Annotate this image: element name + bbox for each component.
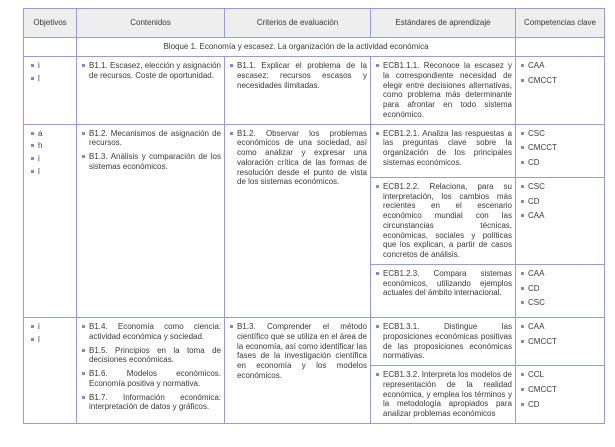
estandar-item [375,269,512,298]
bullet-icon [521,64,524,67]
bullet-icon [82,132,85,135]
objetivos-item [30,335,73,345]
criterios-item [229,129,367,188]
criterios-cell [225,57,371,125]
estandar-cell [371,264,516,317]
objetivos-item [30,129,73,139]
competencias-item [520,76,601,86]
objetivos-item [30,61,73,71]
block-title: Bloque 1. Economía y escasez. La organización de la actividad económica [77,38,516,57]
competencias-text: CMCCT [528,336,557,346]
objetivos-text: l [38,334,40,344]
criterios-text: B1.3. Comprender el método científico que se utiliza en el área de la economía, así como identificar las fases de la investigación científica en economía y los modelos económicos. [237,322,367,380]
bullet-icon [521,325,524,328]
competencias-text: CAA [528,322,545,331]
objetivos-cell [24,318,77,424]
estandar-text: ECB1.2.2. Relaciona, para su interpretación, los cambios más recientes en el escenario económico mundial con las circunstancias técnicas, económicas, sociales y políticas que los explican, a partir de casos concretos de análisis. [383,181,512,259]
bullet-icon [376,272,379,275]
competencias-item [520,322,601,332]
bullet-icon [31,64,34,67]
competencias-item [520,182,601,192]
column-header-competencias: Competencias clave [516,9,605,38]
block-row-empty-left [24,38,77,57]
criterios-item [229,61,367,90]
contenidos-cell [77,318,225,424]
contenidos-item [81,369,221,389]
contenidos-text: B1.6. Modelos económicos. Economía positiva y normativa. [89,369,221,388]
competencias-text: CCL [528,370,545,379]
bullet-icon [82,64,85,67]
competencias-item [520,400,601,410]
document-page [0,8,615,447]
column-header-objetivos: Objetivos [24,9,77,38]
competencias-item [520,61,601,71]
bullet-icon [31,338,34,341]
contenidos-text: B1.5. Principios en la toma de decisiones económicas. [89,345,221,365]
contenidos-item [81,346,221,366]
competencias-item [520,269,601,279]
competencias-text: CSC [528,298,545,308]
estandar-text: ECB1.3.2. Interpreta los modelos de representación de la realidad económica, y emplea los términos y la metodología apropiados para analizar problemas económicos [383,370,512,418]
objetivos-item [30,322,73,332]
competencias-text: CD [528,283,540,293]
contenidos-cell [77,57,225,125]
estandar-item [375,182,512,260]
bullet-icon [31,170,34,173]
bullet-icon [82,155,85,158]
criterios-cell [225,318,371,424]
objetivos-cell [24,57,77,125]
contenidos-text: B1.1. Escasez, elección y asignación de recursos. Coste de oportunidad. [89,61,221,80]
contenidos-item [81,61,221,81]
bullet-icon [82,396,85,399]
competencias-text: CSC [528,128,545,138]
estandar-cell [371,57,516,125]
contenidos-cell [77,124,225,318]
competencias-text: CAA [528,211,545,221]
estandar-item [375,370,512,419]
table-row-2 [24,124,605,177]
competencias-text: CMCCT [528,384,557,394]
bullet-icon [82,372,85,375]
objetivos-item [30,167,73,177]
column-header-criterios: Criterios de evaluación [225,9,371,38]
estandar-cell [371,124,516,177]
contenidos-item [81,129,221,149]
estandar-text: ECB1.2.1. Analiza las respuestas a las preguntas clave sobre la organización de los principales sistemas económicos. [383,128,512,167]
contenidos-text: B1.4. Economía como ciencia: actividad económica y sociedad. [89,322,221,341]
estandar-text: ECB1.3.1. Distingue las proposiciones económicas positivas de las proposiciones económicas normativas. [383,322,512,361]
competencias-item [520,298,601,308]
criterios-cell [225,124,371,318]
bullet-icon [376,64,379,67]
bullet-icon [82,349,85,352]
contenidos-text: B1.3. Análisis y comparación de los sistemas económicos. [89,152,221,171]
objetivos-item [30,154,73,164]
competencias-cell [516,366,605,424]
competencias-cell [516,318,605,366]
bullet-icon [521,214,524,217]
competencias-text: CAA [528,61,545,70]
curriculum-table [23,8,605,424]
column-header-estandares: Estándares de aprendizaje [371,9,516,38]
bullet-icon [31,157,34,160]
bullet-icon [230,64,233,67]
table-row-1 [24,57,605,125]
competencias-item [520,337,601,347]
competencias-item [520,370,601,380]
estandar-item [375,129,512,168]
competencias-text: CAA [528,268,545,278]
competencias-text: CD [528,158,540,167]
competencias-item [520,211,601,221]
estandar-item [375,322,512,361]
criterios-text: B1.2. Observar los problemas económicos de una sociedad, así como analizar y expresar una valoración crítica de las formas de resolución desde el punto de vista de los sistemas económicos. [237,128,367,187]
objetivos-text: l [38,166,40,176]
competencias-item [520,143,601,153]
estandar-text: ECB1.1.1. Reconoce la escasez y la correspondiente necesidad de elegir entre decisiones alternativas, como problema más determinante para afrontar en todo sistema económico. [383,61,512,119]
competencias-cell [516,177,605,264]
competencias-item [520,385,601,395]
objetivos-text: i [38,61,40,70]
block-row-empty-right [516,38,605,57]
bullet-icon [521,200,524,203]
bullet-icon [376,132,379,135]
bullet-icon [31,132,34,135]
competencias-cell [516,57,605,125]
objetivos-cell [24,124,77,318]
competencias-text: CMCCT [528,75,557,85]
table-row-3 [24,318,605,366]
bullet-icon [521,340,524,343]
competencias-text: CD [528,196,540,206]
bullet-icon [521,185,524,188]
bullet-icon [521,146,524,149]
bullet-icon [521,287,524,290]
bullet-icon [521,79,524,82]
objetivos-item [30,74,73,84]
contenidos-item [81,393,221,413]
objetivos-text: i [38,154,40,163]
column-header-contenidos: Contenidos [77,9,225,38]
competencias-item [520,197,601,207]
bullet-icon [31,144,34,147]
criterios-item [229,322,367,381]
criterios-text: B1.1. Explicar el problema de la escasez: recursos escasos y necesidades ilimitadas. [237,61,367,90]
bullet-icon [521,403,524,406]
contenidos-text: B1.7. Información económica: interpretación de datos y gráficos. [89,392,221,412]
competencias-item [520,129,601,139]
estandar-cell [371,318,516,366]
bullet-icon [376,325,379,328]
bullet-icon [31,325,34,328]
bullet-icon [376,373,379,376]
objetivos-text: a [38,128,43,138]
competencias-text: CSC [528,181,545,191]
bullet-icon [230,325,233,328]
competencias-item [520,284,601,294]
bullet-icon [521,301,524,304]
competencias-text: CD [528,399,540,409]
bullet-icon [521,132,524,135]
competencias-item [520,158,601,168]
competencias-cell [516,124,605,177]
objetivos-text: i [38,322,40,331]
estandar-cell [371,177,516,264]
bullet-icon [376,185,379,188]
block-title-row [24,38,605,57]
contenidos-item [81,152,221,172]
objetivos-text: h [38,141,43,151]
objetivos-item [30,141,73,151]
estandar-item [375,61,512,120]
bullet-icon [521,161,524,164]
objetivos-text: l [38,73,40,83]
bullet-icon [230,132,233,135]
contenidos-text: B1.2. Mecanismos de asignación de recursos. [89,128,221,148]
contenidos-item [81,322,221,342]
header-row [24,9,605,38]
competencias-text: CMCCT [528,143,557,153]
bullet-icon [82,325,85,328]
bullet-icon [521,272,524,275]
bullet-icon [521,373,524,376]
competencias-cell [516,264,605,317]
bullet-icon [31,77,34,80]
bullet-icon [521,388,524,391]
estandar-cell [371,366,516,424]
estandar-text: ECB1.2.3. Compara sistemas económicos, utilizando ejemplos actuales del ámbito internacional. [383,268,512,298]
